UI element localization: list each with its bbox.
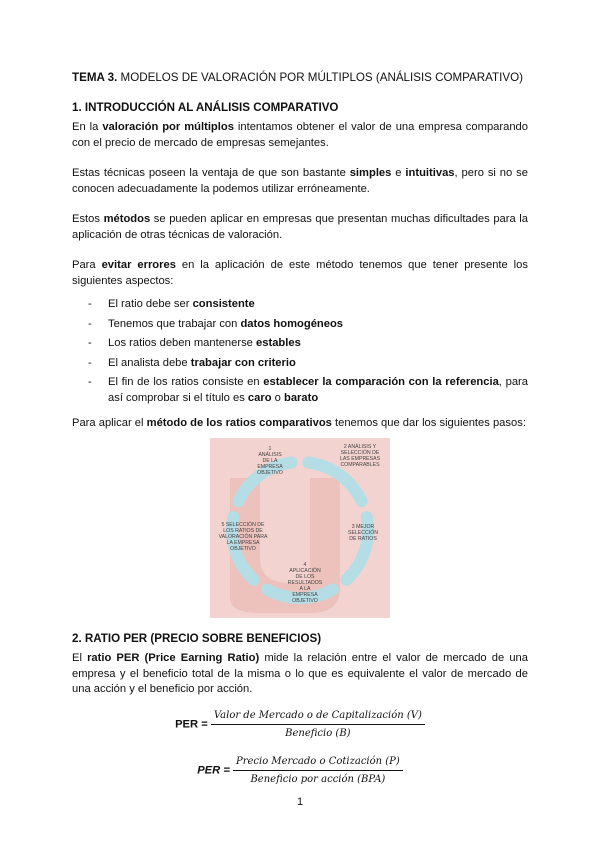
- formula-numerator: Valor de Mercado o de Capitalización (V): [211, 708, 425, 726]
- step-label: 4 APLICACIÓN DE LOS RESULTADOS A LA EMPRESA OBJETIVO: [287, 561, 323, 604]
- formula-lhs: PER =: [197, 763, 230, 776]
- formula-denominator: Beneficio (B): [285, 728, 351, 739]
- formula-fraction: [211, 708, 425, 742]
- title-rest: MODELOS DE VALORACIÓN POR MÚLTIPLOS (ANÁLISIS COMPARATIVO): [117, 71, 523, 84]
- aspects-list: [72, 297, 528, 406]
- document-title: [72, 70, 528, 86]
- formula-denominator: Beneficio por acción (BPA): [250, 774, 386, 785]
- section-heading-2: 2. RATIO PER (PRECIO SOBRE BENEFICIOS): [72, 631, 322, 645]
- formula-lhs: PER =: [175, 717, 208, 730]
- formula-per-1: [72, 708, 528, 742]
- formula-numerator: Precio Mercado o Cotización (P): [233, 754, 403, 772]
- steps-cycle-diagram: [210, 438, 390, 618]
- paragraph-advantages: Estas técnicas poseen la ventaja de que son bastante simples e intuitivas, pero si no se conocen adecuadamente la podemos utilizar erróneamente.: [72, 167, 528, 195]
- paragraph-steps-intro: Para aplicar el método de los ratios comparativos tenemos que dar los siguientes pasos:: [72, 417, 526, 429]
- step-label: 5 SELECCIÓN DE LOS RATIOS DE VALORACIÓN PARA LA EMPRESA OBJETIVO: [218, 521, 268, 552]
- paragraph-methods: Estos métodos se pueden aplicar en empresas que presentan muchas dificultades para la aplicación de otras técnicas de valoración.: [72, 213, 528, 241]
- title-lead: TEMA 3.: [72, 71, 118, 84]
- page-number: 1: [296, 796, 304, 808]
- step-label: 3 MEJOR SELECCIÓN DE RATIOS: [348, 523, 378, 542]
- step-label: 2 ANÁLISIS Y SELECCIÓN DE LAS EMPRESAS COMPARABLES: [339, 443, 381, 468]
- list-item: - Los ratios deben mantenerse estables: [88, 337, 301, 349]
- section-heading-1: 1. INTRODUCCIÓN AL ANÁLISIS COMPARATIVO: [72, 100, 339, 114]
- paragraph-per: El ratio PER (Price Earning Ratio) mide la relación entre el valor de mercado de una empresa y el beneficio total de la misma o lo que es equivalente el valor de mercado de una acción y el beneficio por acción.: [72, 652, 528, 695]
- paragraph-errors: Para evitar errores en la aplicación de este método tenemos que tener presente los siguientes aspectos:: [72, 259, 528, 287]
- list-item: - Tenemos que trabajar con datos homogéneos: [88, 317, 344, 330]
- list-item: - El ratio debe ser consistente: [88, 298, 255, 310]
- list-item: - El analista debe trabajar con criterio: [88, 356, 296, 369]
- list-item: - El fin de los ratios consiste en establecer la comparación con la referencia, para así comprobar si el título es caro o barato: [88, 376, 528, 404]
- formula-fraction: [233, 754, 403, 788]
- formula-per-2: [72, 754, 528, 788]
- paragraph-intro: En la valoración por múltiplos intentamos obtener el valor de una empresa comparando con el precio de mercado de empresas semejantes.: [72, 121, 529, 149]
- step-label: 1 ANÁLISIS DE LA EMPRESA OBJETIVO: [257, 445, 283, 476]
- document-page: [72, 70, 528, 788]
